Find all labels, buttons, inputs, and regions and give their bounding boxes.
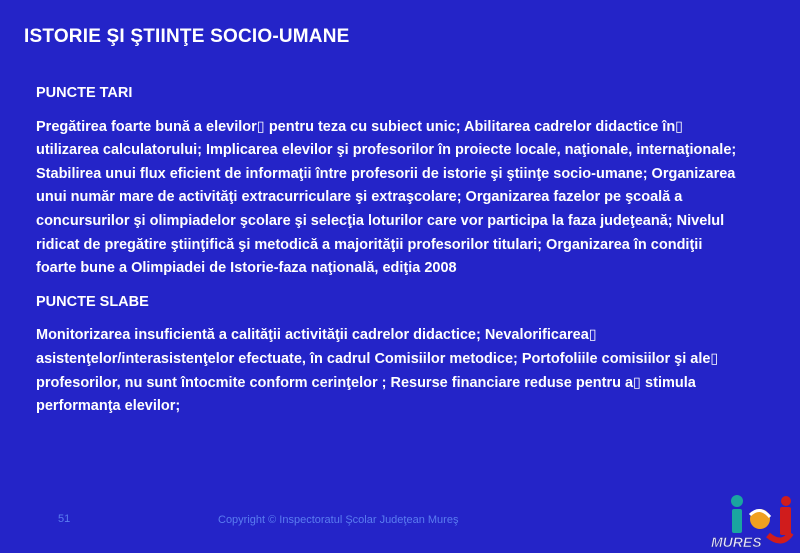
svg-text:MURES: MURES [711, 534, 762, 550]
isj-logo [708, 493, 798, 551]
weaknesses-heading: PUNCTE SLABE [36, 293, 149, 310]
page-number: 51 [58, 513, 71, 525]
weaknesses-text: Monitorizarea insuficientă a calităţii activităţii cadrelor didactice; Nevalorificarea▯ asistenţelor/interasistenţelor efectuate, în cadrul Comisiilor metodice; Portofoliile comisiilor şi ale▯ profesorilor, nu sunt întocmite conform cerinţelor ; Resurse financiare reduse pentru a▯ stimula performanţa elevilor; [36, 327, 719, 415]
strengths-text: Pregătirea foarte bună a elevilor▯ pentru teza cu subiect unic; Abilitarea cadrelor didactice în▯ utilizarea calculatorului; Implicarea elevilor şi profesorilor în proiecte locale, naţionale, internaţionale; Stabilirea unui flux eficient de informaţii între profesorii de istorie şi ştiinţe socio-umane; Organizarea unui număr mare de activităţi extracurriculare şi extraşcolare; Organizarea fazelor pe şcoală a concursurilor şi olimpiadelor şcolare şi selecţia loturilor care vor participa la faza judeţeană; Nivelul ridicat de pregătire ştiinţifică şi metodică a majorităţii profesorilor titulari; Organizarea în condiţii foarte bune a Olimpiadei de Istorie-faza naţională, ediţia 2008 [36, 118, 737, 277]
slide-content [36, 82, 746, 429]
copyright-text: Copyright © Inspectoratul Şcolar Judeţean Mureş [218, 514, 459, 526]
slide-title: ISTORIE ŞI ŞTIINŢE SOCIO-UMANE [24, 26, 350, 47]
strengths-heading: PUNCTE TARI [36, 85, 133, 101]
